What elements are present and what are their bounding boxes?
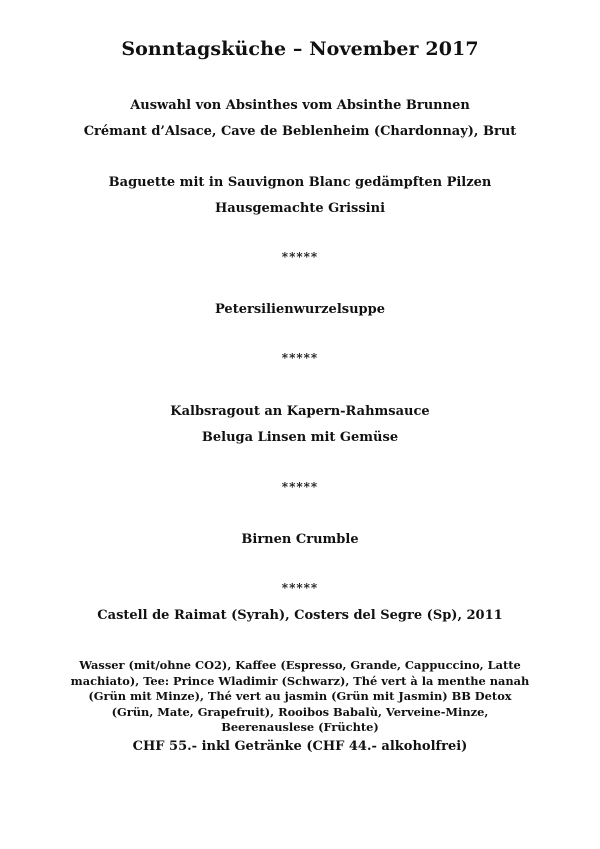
course-separator: *****: [281, 250, 319, 264]
aperitif-absinthe: Auswahl von Absinthes vom Absinthe Brunnen: [130, 98, 470, 113]
price-line: CHF 55.- inkl Getränke (CHF 44.- alkoholfrei): [132, 739, 468, 754]
aperitif-cremant: Crémant d’Alsace, Cave de Beblenheim (Chardonnay), Brut: [83, 124, 517, 139]
course-separator: *****: [281, 351, 319, 365]
bread-grissini: Hausgemachte Grissini: [214, 201, 386, 216]
wine-line: Castell de Raimat (Syrah), Costers del Segre (Sp), 2011: [97, 608, 503, 623]
main-kalbsragout: Kalbsragout an Kapern-Rahmsauce: [170, 404, 430, 419]
menu-title: Sonntagsküche – November 2017: [121, 38, 479, 60]
drinks-list: Wasser (mit/ohne CO2), Kaffee (Espresso, Grande, Cappuccino, Latte machiato), Tee: Prince Wladimir (Schwarz), Thé vert à la menthe nanah (Grün mit Minze), Thé vert au jasmin (Grün mit Jasmin) BB Detox (Grün, Mate, Grapefruit), Rooibos Babalù, Verveine-Minze, Beerenauslese (Früchte): [70, 658, 530, 734]
course-separator: *****: [281, 581, 319, 595]
dessert-course: Birnen Crumble: [241, 532, 359, 547]
bread-baguette: Baguette mit in Sauvignon Blanc gedämpften Pilzen: [108, 175, 492, 190]
soup-course: Petersilienwurzelsuppe: [215, 302, 385, 317]
course-separator: *****: [281, 480, 319, 494]
main-linsen: Beluga Linsen mit Gemüse: [201, 430, 399, 445]
